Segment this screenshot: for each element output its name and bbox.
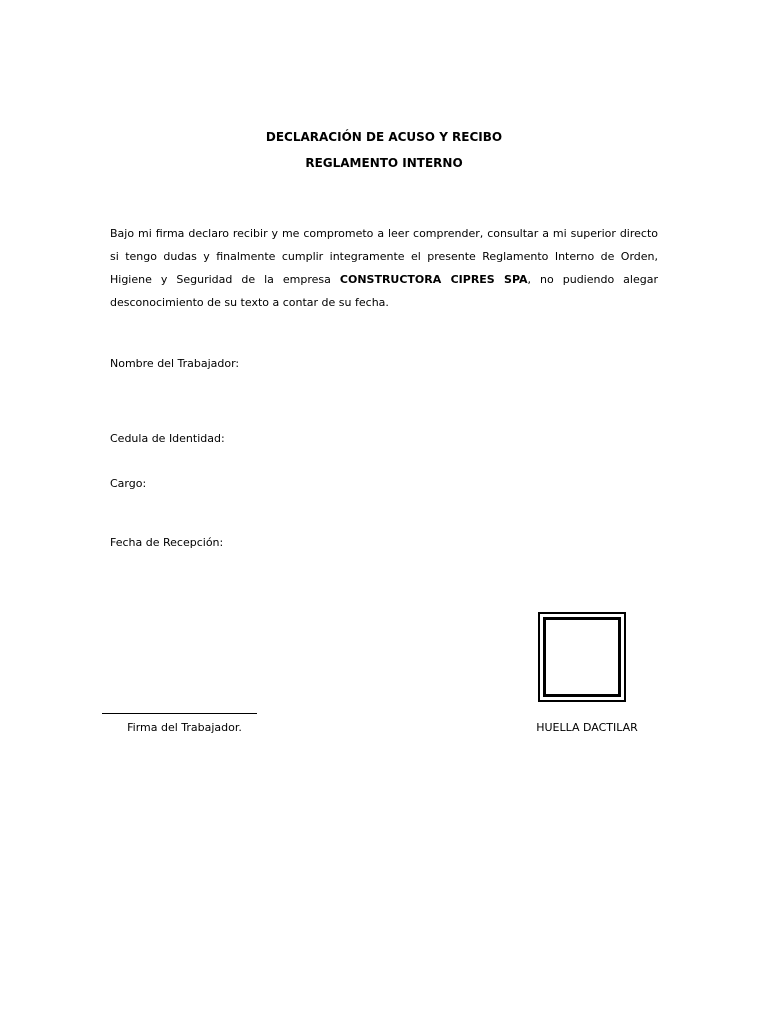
field-label-nombre: Nombre del Trabajador:: [110, 357, 240, 370]
signature-label: Firma del Trabajador.: [127, 721, 242, 734]
company-name: CONSTRUCTORA CIPRES SPA: [339, 273, 528, 286]
fingerprint-label: HUELLA DACTILAR: [536, 721, 638, 734]
declaration-paragraph: [110, 222, 658, 314]
document-title: DECLARACIÓN DE ACUSO Y RECIBO: [265, 130, 503, 144]
document-subtitle: REGLAMENTO INTERNO: [305, 156, 463, 170]
field-label-cargo: Cargo:: [110, 477, 147, 490]
fingerprint-box-inner-border: [543, 617, 621, 697]
declaration-text-part2: , no pudiendo alegar desconocimiento de su texto a contar de su fecha.: [110, 273, 658, 309]
declaration-text-part1: Bajo mi firma declaro recibir y me comprometo a leer comprender, consultar a mi superior directo si tengo dudas y finalmente cumplir integramente el presente Reglamento Interno de Orden, Higiene y Seguridad de la empresa: [110, 227, 658, 286]
fingerprint-box: [538, 612, 626, 702]
signature-line: [102, 713, 257, 714]
field-label-cedula: Cedula de Identidad:: [110, 432, 225, 445]
field-label-fecha: Fecha de Recepción:: [110, 536, 224, 549]
